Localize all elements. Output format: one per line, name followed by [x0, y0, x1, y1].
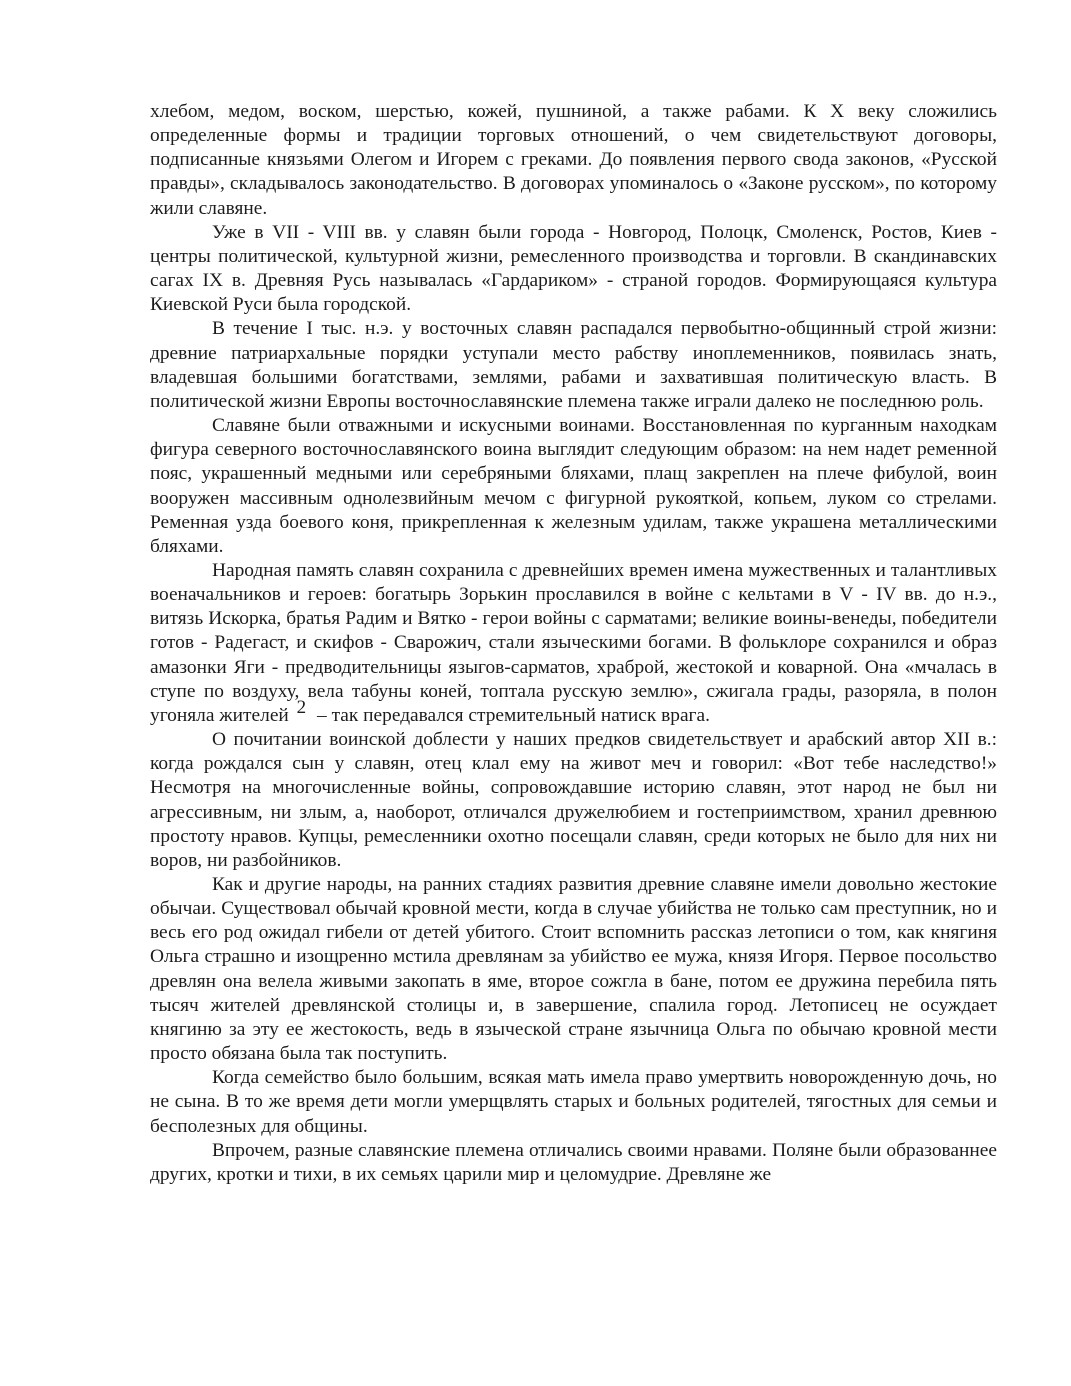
paragraph-military-valor: О почитании воинской доблести у наших предков свидетельствует и арабский автор XII в.: когда рождался сын у славян, отец клал ему на живот меч и говорил: «Вот тебе наследство!» Несмотря на многочисленные войны, сопровождавшие историю славян, этот народ не был ни агрессивным, ни злым, а, наоборот, отличался дружелюбием и гостеприимством, хранил древнюю простоту нравов. Купцы, ремесленники охотно посещали славян, среди которых не было для них ни воров, ни разбойников.: [150, 729, 997, 871]
paragraph-tribes: Впрочем, разные славянские племена отличались своими нравами. Поляне были образованнее других, кротки и тихи, в их семьях царили мир и целомудрие. Древляне же: [150, 1139, 997, 1185]
paragraph-folk-memory: [150, 559, 997, 728]
paragraph-trade-and-law: хлебом, медом, воском, шерстью, кожей, пушниной, а также рабами. К X веку сложились определенные формы и традиции торговых отношений, о чем свидетельствуют договоры, подписанные князьями Олегом и Игорем с греками. До появления первого свода законов, «Русской правды», складывалось законодательство. В договорах упоминалось о «Законе русском», по которому жили славяне.: [150, 101, 997, 219]
paragraph-folk-memory-text: Народная память славян сохранила с древнейших времен имена мужественных и талантливых военачальников и героев: богатырь Зорькин прославился в войне с кельтами в V - IV вв. до н.э., витязь Искорка, братья Радим и Вятко - герои войны с сарматами; великие воины-венеды, победители готов - Радегаст, и скифов - Сварожич, стали языческими богами. В фольклоре сохранился и образ амазонки Яги - предводительницы языгов-сарматов, храброй, жестокой и коварной. Она «мчалась в ступе по воздуху, вела табуны коней, топтала русскую землю», сжигала грады, разоряла, в полон угоняла жителей: [150, 559, 997, 726]
paragraph-social-structure: В течение I тыс. н.э. у восточных славян распадался первобытно-общинный строй жизни: древние патриархальные порядки уступали место рабству иноплеменников, появилась знать, владевшая большими богатствами, землями, рабами и захватившая политическую власть. В политической жизни Европы восточнославянские племена также играли далеко не последнюю роль.: [150, 318, 997, 412]
paragraph-folk-memory-tail: – так передавался стремительный натиск врага.: [317, 704, 710, 726]
paragraph-cities: Уже в VII - VIII вв. у славян были города - Новгород, Полоцк, Смоленск, Ростов, Киев - центры политической, культурной жизни, ремесленного производства и торговли. В скандинавских сагах IX в. Древняя Русь называлась «Гардариком» - страной городов. Формирующаяся культура Киевской Руси была городской.: [150, 221, 997, 316]
paragraph-warriors: Славяне были отважными и искусными воинами. Восстановленная по курганным находкам фигура северного восточнославянского воина выглядит следующим образом: на нем надет ременной пояс, украшенный медными или серебряными бляхами, плащ закреплен на плече фибулой, воин вооружен массивным однолезвийным мечом с фигурной рукояткой, копьем, луком со стрелами. Ременная узда боевого коня, прикрепленная к железным удилам, также украшена металлическими бляхами.: [150, 415, 997, 557]
footnote-marker[interactable]: 2: [296, 696, 307, 718]
paragraph-family: Когда семейство было большим, всякая мать имела право умертвить новорожденную дочь, но не сына. В то же время дети могли умерщвлять старых и больных родителей, тягостных для семьи и бесполезных для общины.: [150, 1067, 997, 1137]
paragraph-customs: Как и другие народы, на ранних стадиях развития древние славяне имели довольно жестокие обычаи. Существовал обычай кровной мести, когда в случае убийства не только сам преступник, но и весь его род ожидал гибели от детей убитого. Стоит вспомнить рассказ летописи о том, как княгиня Ольга страшно и изощренно мстила древлянам за убийство ее мужа, князя Игоря. Первое посольство древлян она велела живыми закопать в яме, второе сожгла в бане, потом ее дружина перебила пять тысяч жителей древлянской столицы и, в завершение, спалила город. Летописец не осуждает княгиню за эту ее жестокость, ведь в языческой стране язычница Ольга по обычаю кровной мести просто обязана была так поступить.: [150, 874, 997, 1065]
document-page: [150, 100, 997, 1187]
